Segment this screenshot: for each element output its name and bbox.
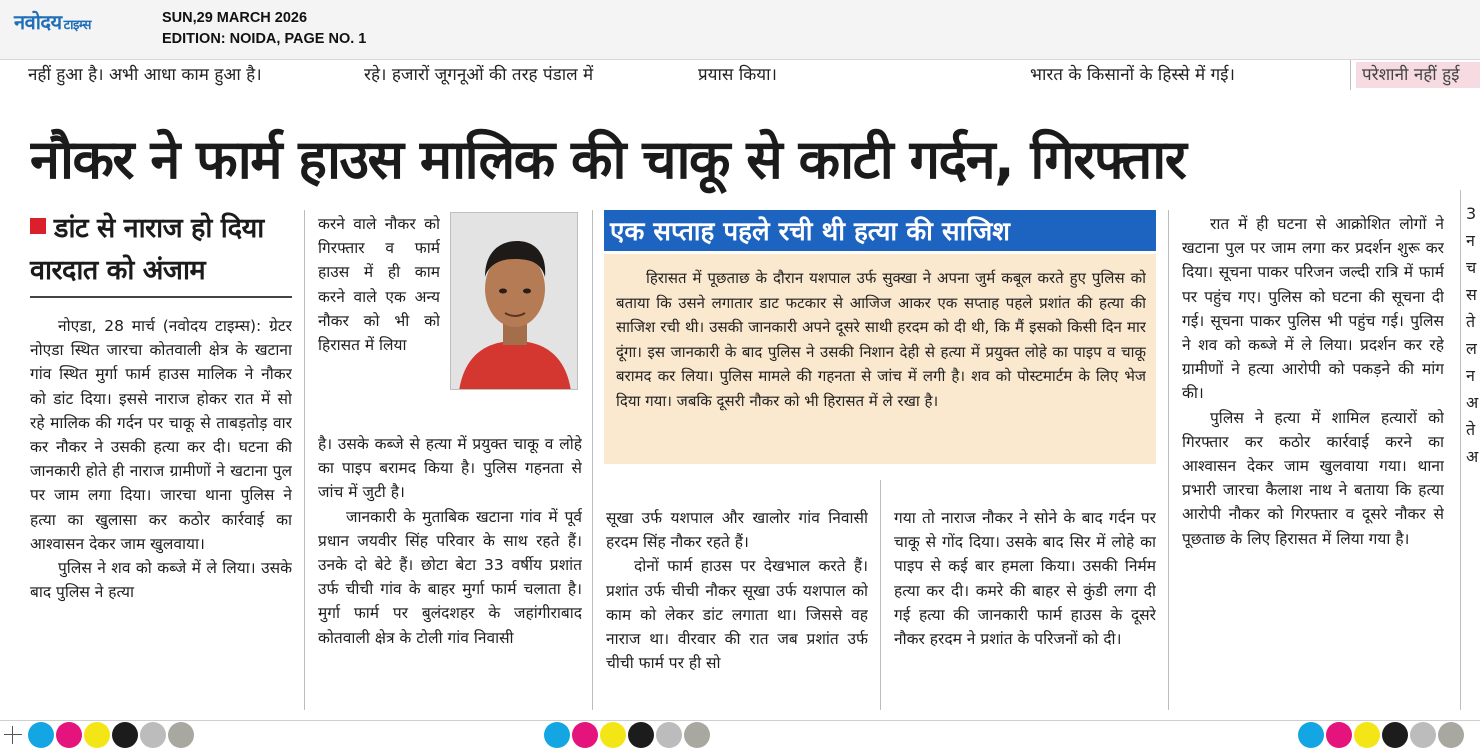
subheadline-text: डांट से नाराज हो दिया वारदात को अंजाम (30, 213, 264, 286)
yellow-swatch (84, 722, 110, 748)
grey-swatch (684, 722, 710, 748)
column-4-paragraph: गया तो नाराज नौकर ने सोने के बाद गर्दन पर चाकू से गोंद दिया। उसके बाद सिर में लोहे का पाइप से कई बार हमला किया। उसकी निर्मम हत्या कर दी। कमरे की बाहर से कुंडी लगा दी गई हत्या की जानकारी फार्म हाउस के दूसरे नौकर हरदम ने प्रशांत के परिजनों को दी। (894, 509, 1156, 649)
edition-date: SUN,29 MARCH 2026 (162, 10, 308, 26)
column-2-paragraph: जानकारी के मुताबिक खटाना गांव में पूर्व प्रधान जयवीर सिंह परिवार के साथ रहते हैं। उनके दो बेटे हैं। छोटा बेटा 33 वर्षीय प्रशांत उर्फ चीची गांव के बाहर मुर्गा फार्म चलाता है। मुर्गा फार्म पर बुलंदशहर के जहांगीराबाद कोतवाली क्षेत्र के टोली गांव निवासी (318, 507, 582, 647)
column-5-paragraph: पुलिस ने हत्या में शामिल हत्यारों को गिरफ्तार कर कठोर कार्रवाई करने का आश्वासन देकर जाम खुलवाया गया। थाना प्रभारी जारचा कैलाश नाथ ने बताया कि हत्या आरोपी नौकर को गिरफ्तार व दूसरे नौकर से पूछताछ के लिए हिरासत में लिया गया है। (1182, 408, 1444, 548)
logo-sub-text: टाइम्स (63, 18, 91, 33)
yellow-swatch (1354, 722, 1380, 748)
column-5-paragraph: रात में ही घटना से आक्रोशित लोगों ने खटाना पुल पर जाम लगा कर प्रदर्शन शुरू कर दिया। सूचना पाकर परिजन जल्दी रात्रि में फार्म पर पहुंच गए। पुलिस को घटना की सूचना दी गई। सूचना पाकर पुलिस भी पहुंच गई। पुलिस ने शव को कब्जे में ले लिया। प्रदर्शन कर रहे ग्रामीणों ने हत्या आरोपी को पकड़ने की मांग की। (1182, 215, 1444, 403)
red-bullet-icon (30, 218, 46, 234)
edition-meta (162, 8, 366, 50)
cyan-swatch (28, 722, 54, 748)
cyan-swatch (1298, 722, 1324, 748)
column-divider (1460, 190, 1461, 710)
column-3-paragraph: दोनों फार्म हाउस पर देखभाल करते हैं।प्रशांत उर्फ चीची नौकर सूखा उर्फ यशपाल को काम को लेकर डांट लगाता था। जिससे वह नाराज था। वीरवार की रात जब प्रशांत उर्फ चीची फार्म पर ही सो (606, 557, 868, 673)
column-divider (1350, 60, 1351, 90)
prev-article-col2: रहे। हजारों जूगनूओं की तरह पंडाल में (364, 65, 594, 85)
color-calibration-swatches (544, 722, 710, 748)
black-swatch (628, 722, 654, 748)
cyan-swatch (544, 722, 570, 748)
color-calibration-swatches (28, 722, 194, 748)
article-subheadline (30, 208, 292, 292)
edition-page: EDITION: NOIDA, PAGE NO. 1 (162, 31, 367, 47)
prev-article-col1: नहीं हुआ है। अभी आधा काम हुआ है। (28, 65, 262, 85)
subheadline-rule (30, 296, 292, 298)
column-3-paragraph: सूखा उर्फ यशपाल और खालोर गांव निवासी हरदम सिंह नौकर रहते हैं। (606, 509, 868, 552)
article-column-3 (606, 506, 868, 706)
person-portrait-icon (451, 213, 578, 390)
grey-swatch (1410, 722, 1436, 748)
prev-article-col4: भारत के किसानों के हिस्से में गई। (1030, 65, 1235, 85)
column-2-text-beside-photo: करने वाले नौकर को गिरफ्तार व फार्म हाउस में ही काम करने वाले एक अन्य नौकर को भी को हिरासत में लिया (318, 215, 440, 355)
column-divider (880, 480, 881, 710)
adjacent-article-fragment: 3 न च स ते ल न अ ते अ (1466, 204, 1479, 466)
article-headline: नौकर ने फार्म हाउस मालिक की चाकू से काटी गर्दन, गिरफ्तार (30, 128, 1186, 191)
prev-article-col3: प्रयास किया। (698, 65, 777, 85)
grey-swatch (1438, 722, 1464, 748)
conspiracy-highlight-box (604, 210, 1156, 464)
grey-swatch (656, 722, 682, 748)
magenta-swatch (1326, 722, 1352, 748)
grey-swatch (168, 722, 194, 748)
column-divider (1168, 210, 1169, 710)
box-body-text: हिरासत में पूछताछ के दौरान यशपाल उर्फ सुक्खा ने अपना जुर्म कबूल करते हुए पुलिस को बताया कि उसने लगातार डाट फटकार से आजिज आकर एक सप्ताह पहले प्रशांत की हत्या की साजिश रची थी। उसकी जानकारी अपने दूसरे साथी हरदम को दी थी, कि मैं इसको किसी दिन मार दूंगा। इस जानकारी के बाद पुलिस ने उसकी निशान देही से हत्या में प्रयुक्त लोहे का पाइप व चाकू बरामद कर लिया। पुलिस मामले की गहनता से जांच में लगी है। शव को पोस्टमार्टम के लिए भेज दिया गया। जबकि दूसरी नौकर को भी हिरासत में ले रखा है। (616, 269, 1146, 410)
magenta-swatch (56, 722, 82, 748)
column-1-paragraph: नोएडा, 28 मार्च (नवोदय टाइम्स): ग्रेटर नोएडा स्थित जारचा कोतवाली क्षेत्र के खटाना गांव स्थित मुर्गा फार्म हाउस मालिक ने नौकर को डांट दिया। इससे नाराज होकर रात में सो रहे मालिक की गर्दन पर चाकू से ताबड़तोड़ वार कर नौकर ने उसकी हत्या कर दी। घटना की जानकारी होते ही नाराज ग्रामीणों ने खटाना पुल पर जाम लगा दिया। जारचा थाना पुलिस ने हत्या का खुलासा कर कठोर कार्रवाई का आश्वासन देकर जाम खुलवाया। (30, 317, 292, 553)
black-swatch (1382, 722, 1408, 748)
article-column-1 (30, 314, 292, 704)
black-swatch (112, 722, 138, 748)
newspaper-clipping (0, 60, 1480, 754)
accused-photo (450, 212, 578, 390)
page-bottom-rule (0, 720, 1480, 721)
column-1-paragraph: पुलिस ने शव को कब्जे में ले लिया। उसके बाद पुलिस ने हत्या (30, 559, 292, 602)
registration-crosshair-icon (4, 726, 22, 744)
prev-article-col5: परेशानी नहीं हुई (1356, 62, 1480, 88)
column-divider (304, 210, 305, 710)
grey-swatch (140, 722, 166, 748)
logo-main-text: नवोदय (14, 10, 62, 34)
article-column-4 (894, 506, 1156, 706)
yellow-swatch (600, 722, 626, 748)
box-title: एक सप्ताह पहले रची थी हत्या की साजिश (604, 210, 1156, 254)
navodaya-times-logo[interactable] (14, 8, 91, 35)
column-2-paragraph: है। उसके कब्जे से हत्या में प्रयुक्त चाकू व लोहे का पाइप बरामद किया है। पुलिस गहनता से जांच में जुटी है। (318, 435, 582, 502)
box-body (616, 266, 1146, 462)
article-column-2-top (318, 212, 440, 430)
magenta-swatch (572, 722, 598, 748)
color-calibration-swatches (1298, 722, 1464, 748)
article-column-5 (1182, 212, 1444, 706)
viewer-header (0, 0, 1480, 60)
column-divider (592, 210, 593, 710)
article-column-2 (318, 432, 582, 710)
